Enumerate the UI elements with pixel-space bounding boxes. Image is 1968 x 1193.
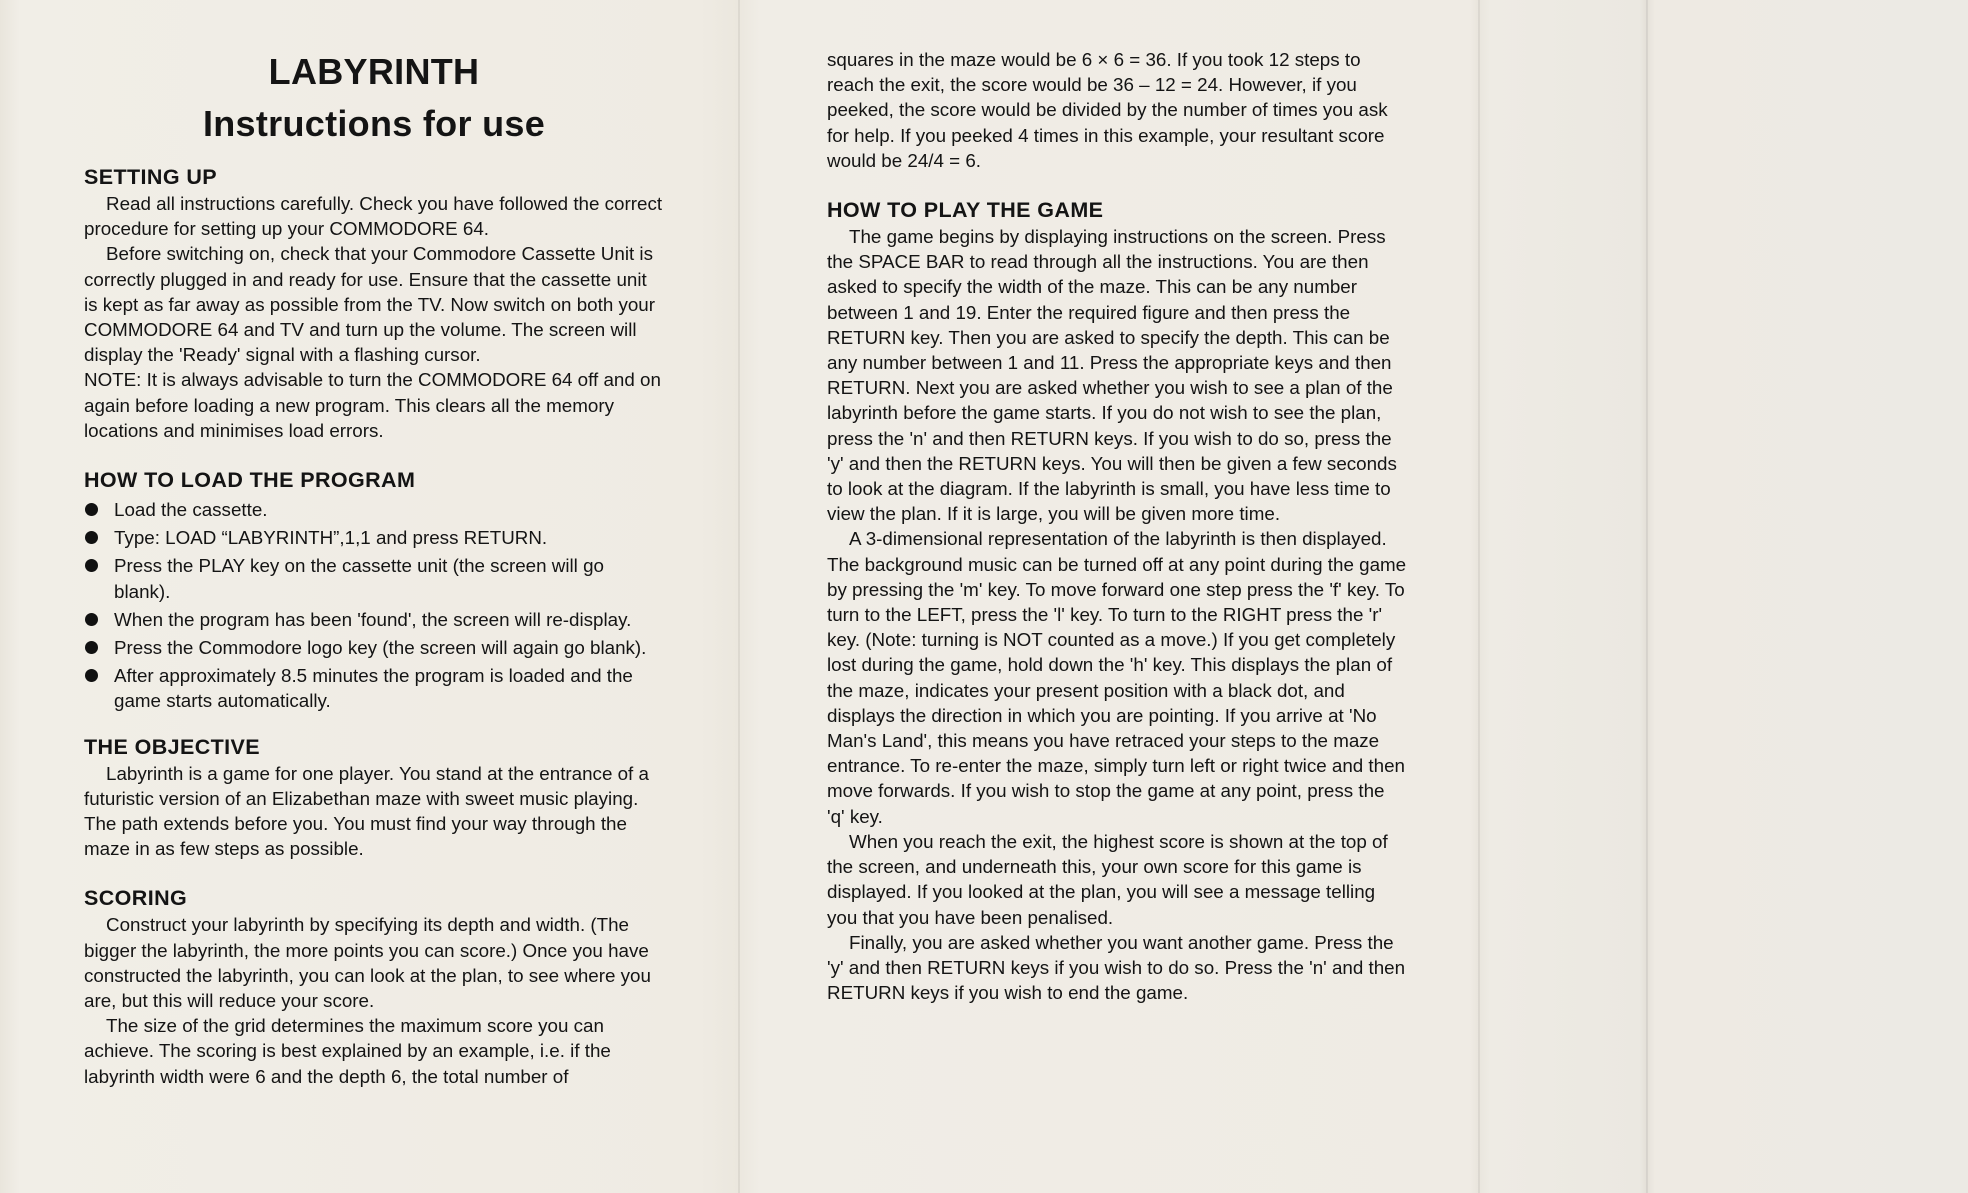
bullet-icon <box>85 669 98 682</box>
load-steps-list <box>84 497 664 714</box>
load-step <box>84 497 664 522</box>
bullet-icon <box>85 613 98 626</box>
how-to-play-paragraph-2: A 3-dimensional representation of the labyrinth is then displayed. The background music can be turned off at any point during the game by pressing the 'm' key. To move forward one step press the 'f' key. To turn to the LEFT, press the 'l' key. To turn to the RIGHT press the 'r' key. (Note: turning is NOT counted as a move.) If you get completely lost during the game, hold down the 'h' key. This displays the plan of the maze, indicates your present position with a black dot, and displays the direction in which you are pointing. If you arrive at 'No Man's Land', this means you have retraced your steps to the maze entrance. To re-enter the maze, simply turn left or right twice and then move forwards. If you wish to stop the game at any point, press the 'q' key. <box>827 528 1407 827</box>
heading-how-to-play: HOW TO PLAY THE GAME <box>827 198 1104 223</box>
page-subtitle: Instructions for use <box>202 103 546 144</box>
bullet-icon <box>85 503 98 516</box>
left-column <box>84 0 664 1089</box>
objective-paragraph: Labyrinth is a game for one player. You stand at the entrance of a futuristic version of an Elizabethan maze with sweet music playing. The path extends before you. You must find your way through the maze in as few steps as possible. <box>84 762 649 860</box>
heading-setting-up: SETTING UP <box>84 165 218 189</box>
load-step-text: Press the PLAY key on the cassette unit (the screen will go blank). <box>114 555 604 602</box>
load-step-text: Load the cassette. <box>114 499 268 521</box>
how-to-play-paragraph-3: When you reach the exit, the highest score is shown at the top of the screen, and underneath this, your own score for this game is displayed. If you looked at the plan, you will see a message telling you that you have been penalised. <box>827 830 1388 928</box>
setting-up-paragraph-1: Read all instructions carefully. Check you have followed the correct procedure for setting up your COMMODORE 64. <box>84 193 663 240</box>
load-step-text: When the program has been 'found', the screen will re-display. <box>114 608 632 630</box>
bullet-icon <box>85 559 98 572</box>
page-title: LABYRINTH <box>268 51 480 92</box>
heading-how-to-load: HOW TO LOAD THE PROGRAM <box>84 468 416 493</box>
heading-objective: THE OBJECTIVE <box>84 734 261 759</box>
load-step <box>84 663 664 713</box>
middle-column <box>827 0 1407 1005</box>
how-to-play-paragraph-4: Finally, you are asked whether you want another game. Press the 'y' and then RETURN keys if you wish to do so. Press the 'n' and then RETURN keys if you wish to end the game. <box>827 931 1406 1004</box>
fold-line <box>1478 0 1480 1193</box>
load-step-text: After approximately 8.5 minutes the program is loaded and the game starts automatically. <box>114 665 633 712</box>
bullet-icon <box>85 531 98 544</box>
load-step <box>84 635 664 660</box>
scoring-paragraph-1: Construct your labyrinth by specifying its depth and width. (The bigger the labyrinth, the more points you can score.) Once you have constructed the labyrinth, you can look at the plan, to see where you are, but this will reduce your score. <box>84 914 651 1012</box>
load-step-text: Press the Commodore logo key (the screen will again go blank). <box>114 637 647 659</box>
setting-up-paragraph-2: Before switching on, check that your Commodore Cassette Unit is correctly plugged in and ready for use. Ensure that the cassette unit is kept as far away as possible from the TV. Now switch on both your COMMODORE 64 and TV and turn up the volume. The screen will display the 'Ready' signal with a flashing cursor. <box>84 243 656 366</box>
scoring-paragraph-2: The size of the grid determines the maximum score you can achieve. The scoring is best explained by an example, i.e. if the labyrinth width were 6 and the depth 6, the total number of <box>84 1015 611 1087</box>
setting-up-note: NOTE: It is always advisable to turn the COMMODORE 64 off and on again before loading a new program. This clears all the memory locations and minimises load errors. <box>84 369 661 441</box>
heading-scoring: SCORING <box>84 886 188 911</box>
load-step <box>84 553 664 603</box>
bullet-icon <box>85 641 98 654</box>
fold-line <box>1646 0 1648 1193</box>
fold-line <box>738 0 740 1193</box>
scoring-continued-paragraph: squares in the maze would be 6 × 6 = 36. If you took 12 steps to reach the exit, the score would be 36 – 12 = 24. However, if you peeked, the score would be divided by the number of times you ask for help. If you peeked 4 times in this example, your resultant score would be 24/4 = 6. <box>827 49 1388 171</box>
load-step <box>84 525 664 550</box>
load-step-text: Type: LOAD “LABYRINTH”,1,1 and press RETURN. <box>114 527 548 549</box>
load-step <box>84 607 664 632</box>
how-to-play-paragraph-1: The game begins by displaying instructions on the screen. Press the SPACE BAR to read through all the instructions. You are then asked to specify the width of the maze. This can be any number between 1 and 19. Enter the required figure and then press the RETURN key. Then you are asked to specify the depth. This can be any number between 1 and 11. Press the appropriate keys and then RETURN. Next you are asked whether you wish to see a plan of the labyrinth before the game starts. If you do not wish to see the plan, press the 'n' and then RETURN keys. If you wish to do so, press the 'y' and then the RETURN keys. You will then be given a few seconds to look at the diagram. If the labyrinth is small, you have less time to view the plan. If it is large, you will be given more time. <box>827 226 1397 525</box>
